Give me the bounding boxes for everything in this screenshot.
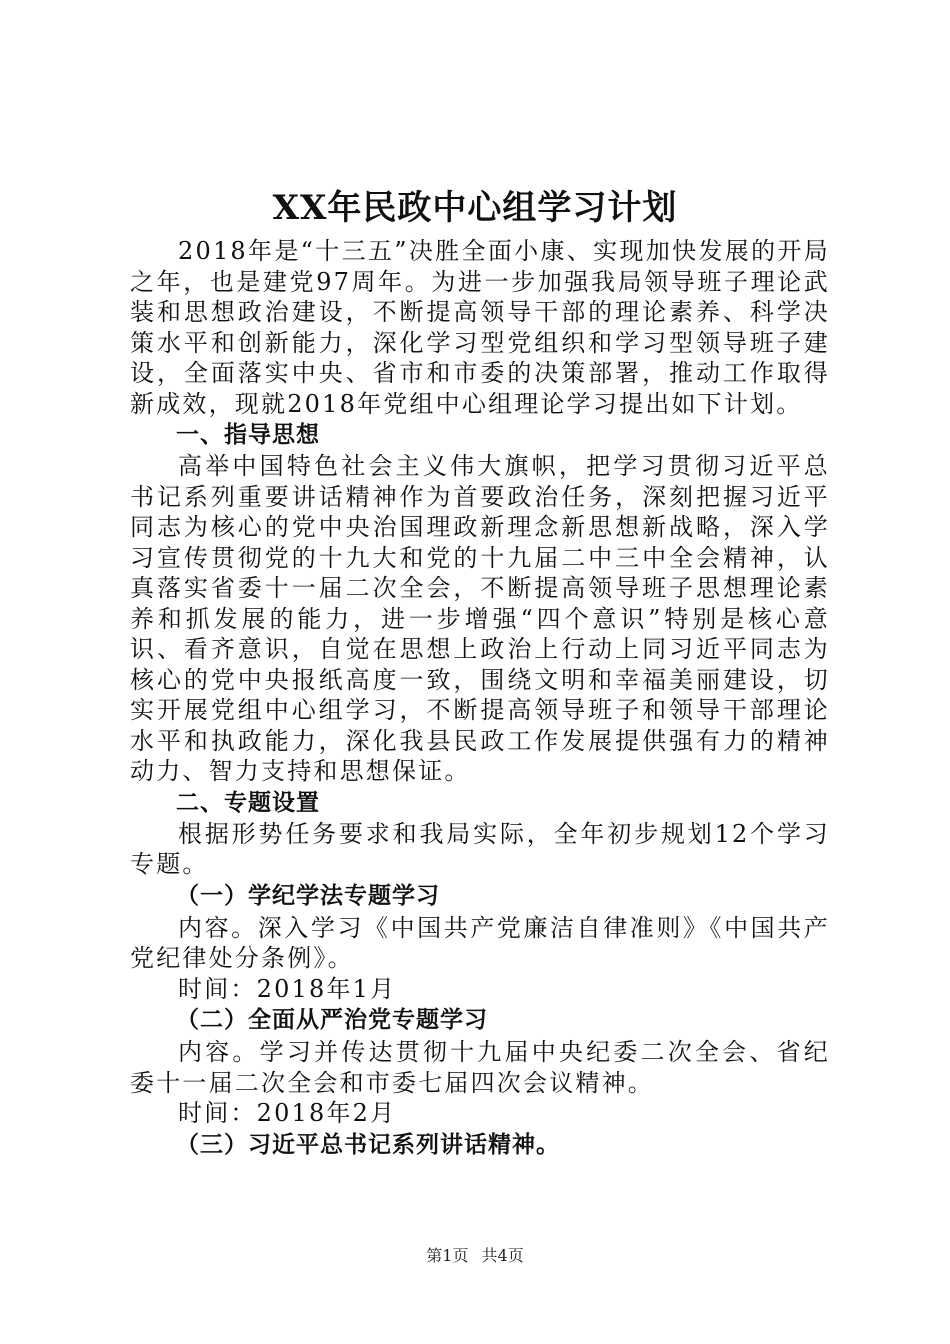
topic-2-heading: （二）全面从严治党专题学习: [176, 1007, 488, 1033]
topic-2-time: 时间：2018年2月: [178, 1099, 397, 1127]
intro-paragraph: 2018年是“十三五”决胜全面小康、实现加快发展的开局之年，也是建党97周年。为进一步加强我局领导班子理论武装和思想政治建设，不断提高领导干部的理论素养、科学决策水平和创新能力，深化学习型党组织和学习型领导班子建设，全面落实中央、省市和市委的决策部署，推动工作取得新成效，现就2018年党组中心组理论学习提出如下计划。: [130, 237, 830, 418]
topic-1-heading: （一）学纪学法专题学习: [176, 882, 440, 909]
section-heading-guiding-ideology: 一、指导思想: [176, 422, 320, 448]
topics-intro-paragraph: 根据形势任务要求和我局实际，全年初步规划12个学习专题。: [130, 819, 830, 878]
topic-3-heading: （三）习近平总书记系列讲话精神。: [176, 1131, 560, 1158]
page-number: 第1页: [426, 1246, 469, 1265]
page-footer: [0, 1243, 950, 1266]
topic-1-time: 时间：2018年1月: [178, 974, 397, 1003]
section-heading-topics: 二、专题设置: [176, 789, 320, 816]
document-body: [130, 236, 830, 1162]
guiding-ideology-paragraph: 高举中国特色社会主义伟大旗帜，把学习贯彻习近平总书记系列重要讲话精神作为首要政治任务，深刻把握习近平同志为核心的党中央治国理政新理念新思想新战略，深入学习宣传贯彻党的十九大和党的十九届二中三中全会精神，认真落实省委十一届二次全会，不断提高领导班子思想理论素养和抓发展的能力，进一步增强“四个意识”特别是核心意识、看齐意识，自觉在思想上政治上行动上同习近平同志为核心的党中央报纸高度一致，围绕文明和幸福美丽建设，切实开展党组中心组学习，不断提高领导班子和领导干部理论水平和执政能力，深化我县民政工作发展提供强有力的精神动力、智力支持和思想保证。: [130, 452, 830, 785]
topic-2-content: 内容。学习并传达贯彻十九届中央纪委二次全会、省纪委十一届二次全会和市委七届四次会议精神。: [130, 1038, 830, 1097]
page-total: 共4页: [481, 1246, 524, 1265]
document-title: XX年民政中心组学习计划: [272, 188, 678, 228]
topic-1-content: 内容。深入学习《中国共产党廉洁自律准则》《中国共产党纪律处分条例》。: [130, 913, 830, 972]
